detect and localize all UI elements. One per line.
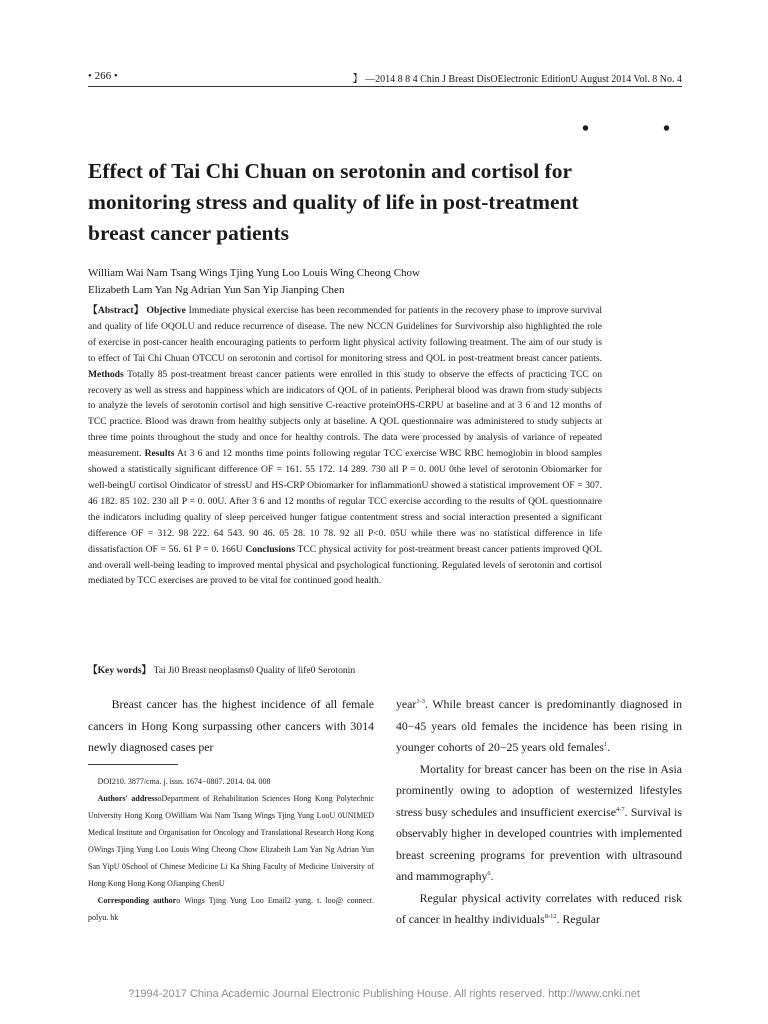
body-paragraph: Breast cancer has the highest incidence of all female cancers in Hong Kong surpassing other cancers with 3014 newly diagnosed cases per — [88, 697, 374, 754]
doi-line: DOI210. 3877/cma. j. issn. 1674−0807. 2014. 04. 008 — [97, 777, 271, 786]
article-title: Effect of Tai Chi Chuan on serotonin and cortisol for monitoring stress and quality of life in post-treatment breast cancer patients — [88, 159, 579, 245]
author-line-1: William Wai Nam Tsang Wings Tjing Yung Loo Louis Wing Cheong Chow — [88, 267, 420, 279]
author-list — [88, 265, 588, 299]
footnote-rule — [88, 764, 178, 765]
methods-label: Methods — [88, 368, 124, 380]
citation: 8-12 — [544, 913, 557, 920]
body-column-right — [396, 694, 682, 931]
text-run: Mortality for breast cancer has been on the rise in Asia prominently owing to adoption of westernized lifestyles stress busy schedules and insufficient exercise — [396, 761, 682, 819]
body-paragraph — [396, 694, 682, 759]
text-run: year — [396, 697, 417, 711]
body-paragraph — [396, 888, 682, 931]
corresponding-author — [88, 892, 374, 926]
text-run: Regular physical activity correlates with reduced risk of cancer in healthy individuals — [396, 890, 682, 926]
text-run: . Regular — [556, 912, 600, 926]
corresponding-label: Corresponding author — [97, 896, 177, 905]
results-text: At 3 6 and 12 months time points following regular TCC exercise WBC RBC hemoglobin in blood samples showed a statistically significant difference OF = 161. 55 172. 14 289. 730 all P = 0. 00U 0the level of serotonin Obiomarker for well-beingU cortisol Oindicator of stressU and HS-CRP Obiomarker for inflammationU showed a statistical improvement OF = 307. 46 182. 85 102. 230 all P = 0. 00U. After 3 6 and 12 months of regular TCC exercise according to the results of QOL questionnaire the indicators including quality of sleep perceived hunger fatigue contentment stress and social interaction presented a significant difference OF = 312. 98 222. 64 543. 90 46. 05 28. 10 78. 92 all P<0. 05U while there was no statistical difference in life dissatisfaction OF = 56. 61 P = 0. 166U — [88, 448, 602, 555]
text-run: . — [607, 740, 611, 754]
conclusions-text: TCC physical activity for post-treatment breast cancer patients improved QOL and overall well-being leading to improved mental physical and psychological functioning. Regulated levels of serotonin and cortisol mediated by TCC exercises are proved to be vital for continued good health. — [88, 543, 602, 587]
copyright-footer: ?1994-2017 China Academic Journal Electronic Publishing House. All rights reserved. http://www.cnki.net — [128, 988, 640, 1000]
methods-text: Totally 85 post-treatment breast cancer patients were enrolled in this study to observe the effects of practicing TCC on recovery as well as stress and happiness which are indicators of QOL of in patients. Peripheral blood was drawn from study subjects to analyze the levels of serotonin cortisol and high sensitive C-reactive proteinOHS-CRPU at baseline and at 3 6 and 12 months of TCC practice. Blood was drawn from healthy subjects only at baseline. A QOL questionnaire was administered to study subjects at three time points throughout the study and once for healthy controls. The data were processed by analysis of variance of repeated measurement. — [88, 368, 602, 460]
abstract — [88, 303, 602, 589]
running-head-text: 】 —2014 8 8 4 Chin J Breast DisOElectronic EditionU August 2014 Vol. 8 No. 4 — [352, 74, 682, 85]
author-address — [88, 790, 374, 892]
citation: 4-7 — [615, 805, 625, 813]
page-number: • 266 • — [88, 70, 118, 82]
address-label: Authors' address — [97, 794, 158, 803]
citation: 1-3 — [416, 698, 425, 705]
citation: 6 — [487, 870, 491, 877]
keywords — [88, 662, 602, 676]
address-text: oDepartment of Rehabilitation Sciences Hong Kong Polytechnic University Hong Kong OWilliam Wai Nam Tsang Wings Tjing Yung LooU 0UNIMED Medical Institute and Organisation for Oncology and Translational Research Hong Kong OWings Tjing Yung Loo Louis Wing Cheong Chow Elizabeth Lam Yan Ng Adrian Yun San YipU 0School of Chinese Medicine Li Ka Shing Faculty of Medicine University of Hong Kong Hong Kong OJianping ChenU — [88, 794, 375, 888]
results-label: Results — [144, 448, 175, 460]
citation: 1 — [603, 741, 608, 748]
header-rule — [88, 86, 682, 87]
text-run: . — [490, 869, 494, 883]
corresponding-text: o Wings Tjing Yung Loo Email2 yung. t. loo@ connect. polyu. hk — [88, 896, 375, 922]
keywords-text: Tai Ji0 Breast neoplasms0 Quality of life0 Serotonin — [153, 665, 356, 676]
footnotes — [88, 773, 374, 926]
decorative-bullet-2: • — [663, 118, 671, 140]
body-column-left — [88, 694, 374, 759]
objective-label: Objective — [146, 305, 186, 316]
conclusions-label: Conclusions — [245, 543, 295, 555]
abstract-heading: 【Abstract】 — [88, 305, 144, 316]
decorative-bullet-1: • — [582, 118, 590, 140]
text-run: . While breast cancer is predominantly diagnosed in 40−45 years old females the incidence has been rising in younger cohorts of 20−25 years old females — [396, 697, 682, 754]
objective-text: Immediate physical exercise has been recommended for patients in the recovery phase to improve survival and quality of life OQOLU and reduce recurrence of disease. The new NCCN Guidelines for Survivorship also highlighted the role of exercise in post-cancer health encouraging patients to perform light physical activity following treatment. The aim of our study is to effect of Tai Chi Chuan OTCCU on serotonin and cortisol for monitoring stress and QOL in post-treatment breast cancer patients. — [88, 305, 603, 364]
author-line-2: Elizabeth Lam Yan Ng Adrian Yun San Yip Jianping Chen — [88, 284, 345, 296]
keywords-label: 【Key words】 — [88, 665, 152, 676]
text-run: . Survival is observably higher in developed countries with implemented breast screening programs for prevention with ultrasound and mammography — [396, 804, 682, 883]
body-paragraph — [396, 759, 682, 888]
